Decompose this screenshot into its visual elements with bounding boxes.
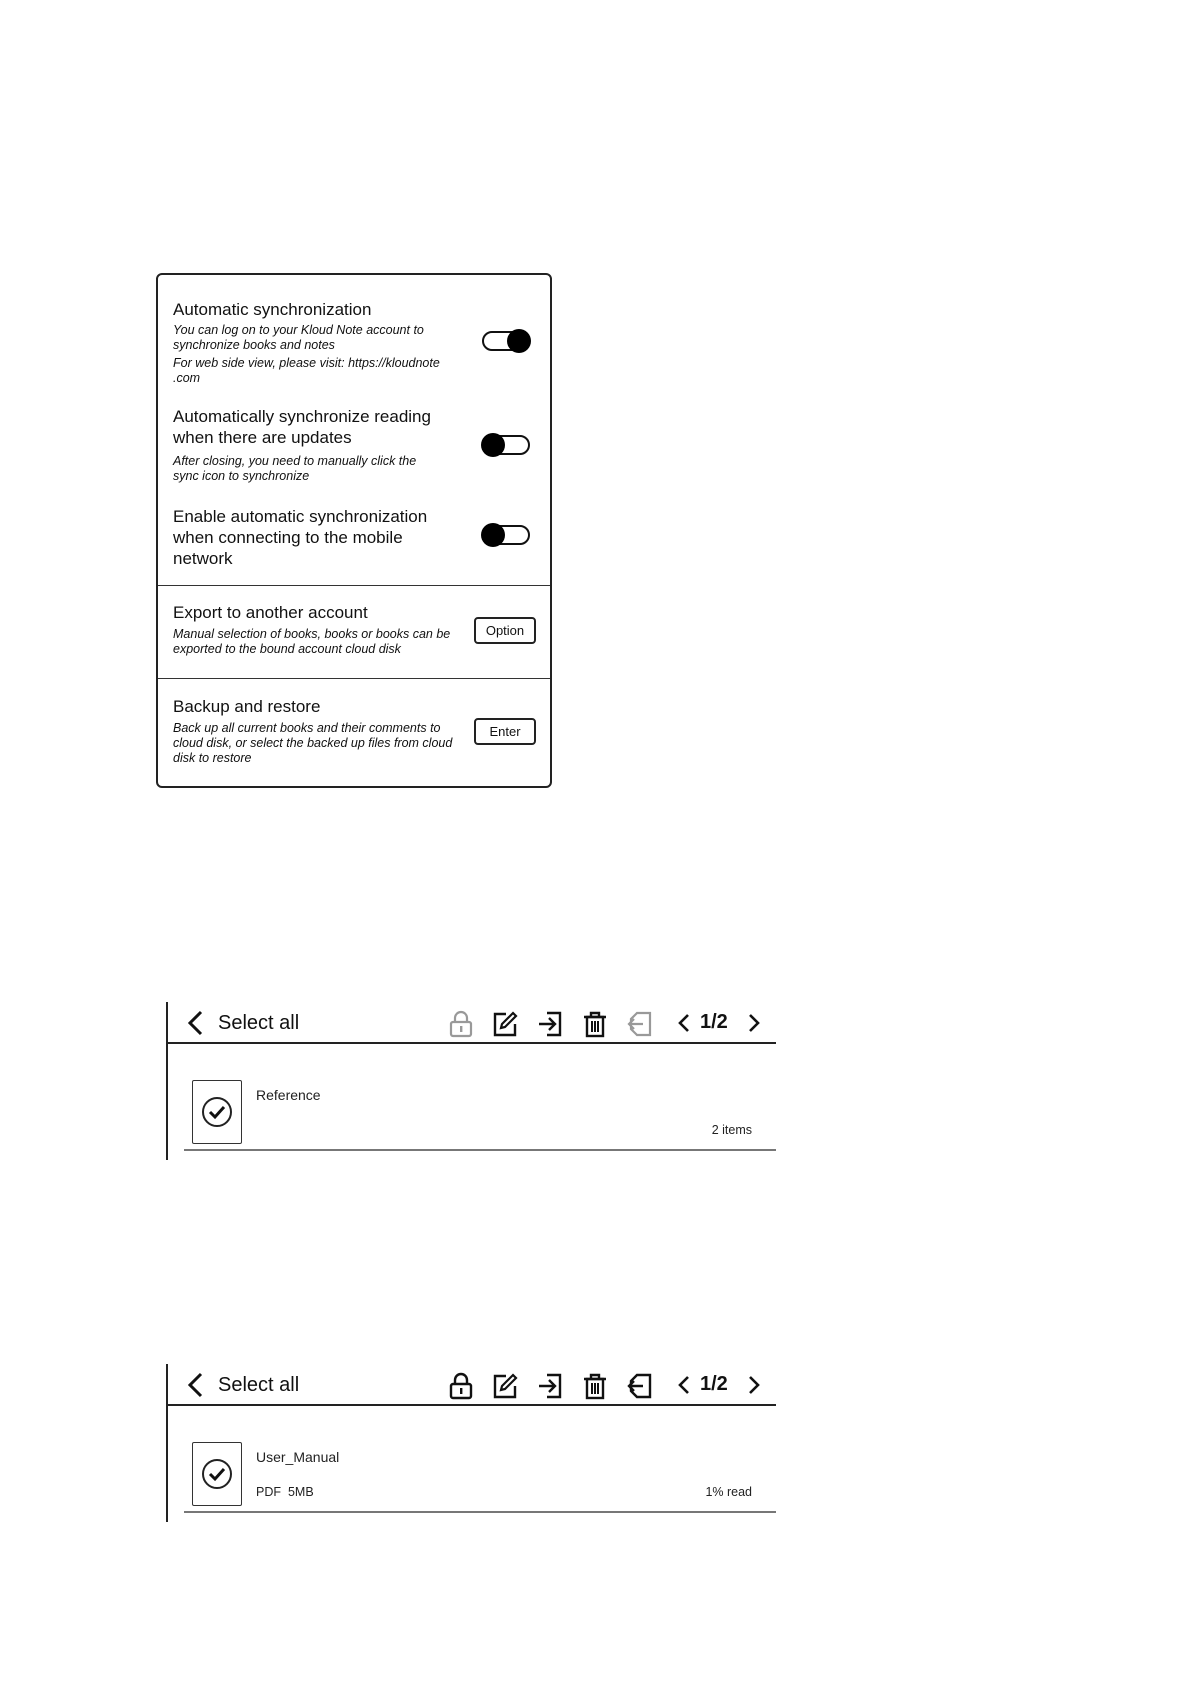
file-manager-book-selected	[166, 1364, 776, 1522]
next-page-icon[interactable]	[746, 1012, 762, 1034]
backup-section	[158, 679, 550, 786]
lock-icon[interactable]	[446, 1371, 476, 1401]
export-icon[interactable]	[625, 1009, 655, 1039]
auto-sync-title: Automatic synchronization	[173, 300, 372, 319]
item-format: PDF	[256, 1485, 281, 1499]
page-indicator: 1/2	[700, 1011, 728, 1033]
read-progress: 1% read	[705, 1485, 752, 1499]
auto-sync-desc: You can log on to your Kloud Note account to synchronize books and notes	[173, 323, 424, 352]
mobile-sync-title: Enable automatic synchronization when connecting to the mobile network	[173, 507, 428, 568]
auto-sync-reading-setting	[173, 406, 453, 484]
item-divider	[184, 1149, 776, 1151]
export-icon[interactable]	[625, 1371, 655, 1401]
item-title[interactable]: User_Manual	[256, 1449, 340, 1465]
edit-icon[interactable]	[490, 1371, 520, 1401]
item-divider	[184, 1511, 776, 1513]
item-size: 5MB	[287, 1485, 314, 1499]
item-count: 2 items	[711, 1123, 752, 1137]
page-indicator: 1/2	[700, 1373, 728, 1395]
prev-page-icon[interactable]	[676, 1374, 692, 1396]
auto-sync-reading-toggle[interactable]	[482, 435, 530, 455]
folder-thumbnail[interactable]	[192, 1080, 242, 1144]
backup-setting	[173, 696, 453, 766]
auto-sync-reading-title: Automatically synchronize reading when there are updates	[173, 407, 431, 447]
export-title: Export to another account	[173, 603, 368, 622]
item-meta	[256, 1485, 314, 1499]
lock-icon[interactable]	[446, 1009, 476, 1039]
move-icon[interactable]	[535, 1009, 565, 1039]
checked-icon	[200, 1095, 234, 1129]
checked-icon	[200, 1457, 234, 1491]
selection-toolbar	[168, 1364, 776, 1406]
export-setting	[173, 602, 453, 657]
export-section	[158, 586, 550, 679]
backup-desc: Back up all current books and their comments to cloud disk, or select the backed up files from cloud disk to restore	[173, 721, 453, 765]
selection-toolbar	[168, 1002, 776, 1044]
back-icon[interactable]	[184, 1372, 210, 1398]
edit-icon[interactable]	[490, 1009, 520, 1039]
auto-sync-setting	[173, 299, 533, 386]
mobile-sync-toggle[interactable]	[482, 525, 530, 545]
file-manager-folder-selected	[166, 1002, 776, 1160]
enter-button[interactable]: Enter	[474, 718, 536, 745]
prev-page-icon[interactable]	[676, 1012, 692, 1034]
move-icon[interactable]	[535, 1371, 565, 1401]
book-thumbnail[interactable]	[192, 1442, 242, 1506]
item-title[interactable]: Reference	[256, 1087, 321, 1103]
auto-sync-web-link: For web side view, please visit: https://kloudnote .com	[173, 356, 440, 385]
auto-sync-toggle[interactable]	[482, 331, 530, 351]
sync-section	[158, 275, 550, 586]
next-page-icon[interactable]	[746, 1374, 762, 1396]
auto-sync-reading-desc: After closing, you need to manually click the sync icon to synchronize	[173, 454, 417, 483]
sync-settings-panel	[156, 273, 552, 788]
backup-title: Backup and restore	[173, 697, 321, 716]
export-desc: Manual selection of books, books or books can be exported to the bound account cloud disk	[173, 627, 451, 656]
option-button[interactable]: Option	[474, 617, 536, 644]
select-all-button[interactable]: Select all	[218, 1012, 300, 1034]
delete-icon[interactable]	[580, 1371, 610, 1401]
delete-icon[interactable]	[580, 1009, 610, 1039]
select-all-button[interactable]: Select all	[218, 1374, 300, 1396]
mobile-sync-setting	[173, 506, 443, 569]
back-icon[interactable]	[184, 1010, 210, 1036]
